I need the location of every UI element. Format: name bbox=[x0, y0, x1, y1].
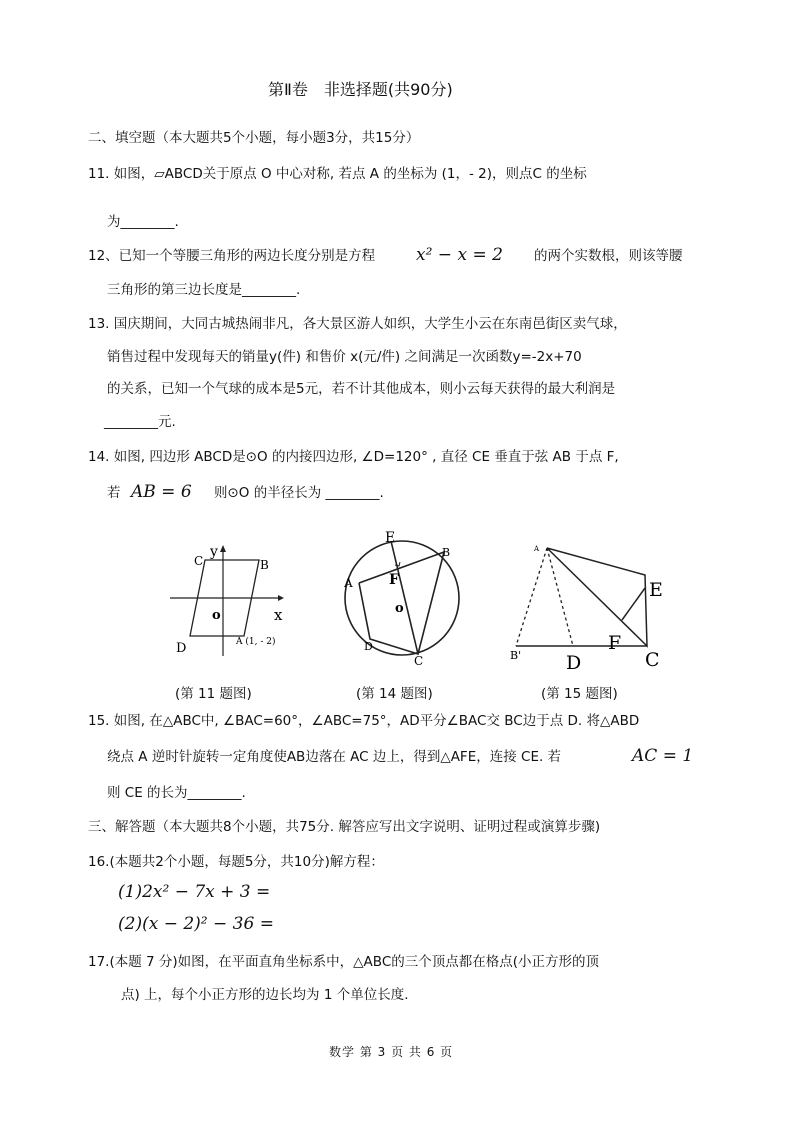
question-13-line-3: 的关系，已知一个气球的成本是5元，若不计其他成本，则小云每天获得的最大利润是 bbox=[107, 381, 616, 397]
triangle-afe bbox=[547, 548, 647, 646]
label-b: B bbox=[442, 546, 451, 559]
question-13-line-4: ________元. bbox=[104, 414, 176, 430]
question-12-line-1b: 的两个实数根，则该等腰 bbox=[534, 248, 683, 264]
label-c: C bbox=[414, 654, 424, 668]
label-c: C bbox=[194, 554, 204, 568]
question-17-line-2: 点) 上，每个小正方形的边长均为 1 个单位长度. bbox=[121, 987, 409, 1003]
section-3-heading: 三、解答题（本大题共8个小题，共75分. 解答应写出文字说明、证明过程或演算步骤) bbox=[88, 819, 601, 835]
label-f: F bbox=[608, 632, 622, 654]
dashed-ad bbox=[547, 548, 573, 646]
page-footer: 数学 第 3 页 共 6 页 bbox=[329, 1045, 454, 1059]
question-15-line-2a: 绕点 A 逆时针旋转一定角度使AB边落在 AC 边上，得到△AFE，连接 CE. 若 bbox=[107, 749, 562, 765]
label-a: A bbox=[534, 545, 540, 553]
label-a: A (1, - 2) bbox=[236, 637, 276, 647]
question-16-equation-1: (1)2x² − 7x + 3 = bbox=[118, 882, 271, 902]
question-11-line-1: 11. 如图，▱ABCD关于原点 O 中心对称, 若点 A 的坐标为 (1，- 2)，则点C 的坐标 bbox=[88, 166, 587, 182]
question-14-line-2b: 则⊙O 的半径长为 ________. bbox=[214, 485, 384, 501]
question-12-equation: x² − x = 2 bbox=[416, 245, 503, 265]
dashed-ab-prime bbox=[516, 548, 547, 646]
question-15-line-3: 则 CE 的长为________. bbox=[107, 785, 246, 801]
question-11-line-2: 为________. bbox=[107, 214, 179, 230]
label-y: y bbox=[210, 544, 218, 560]
label-c: C bbox=[645, 649, 660, 671]
figure-15-caption: (第 15 题图) bbox=[541, 686, 618, 702]
figure-14-caption: (第 14 题图) bbox=[356, 686, 433, 702]
label-b-prime: B' bbox=[510, 649, 522, 662]
section-2-heading: 二、填空题（本大题共5个小题，每小题3分，共15分） bbox=[88, 130, 420, 146]
label-d: D bbox=[566, 652, 582, 674]
label-f: F bbox=[389, 572, 399, 588]
figure-14 bbox=[336, 528, 466, 670]
label-d: D bbox=[364, 640, 373, 653]
figure-11-caption: (第 11 题图) bbox=[175, 686, 252, 702]
figure-15 bbox=[505, 538, 675, 674]
label-b: B bbox=[260, 558, 269, 572]
label-e: E bbox=[649, 579, 663, 601]
label-o: o bbox=[212, 608, 221, 623]
y-axis-arrow-icon bbox=[220, 545, 226, 552]
figure-11 bbox=[160, 538, 300, 660]
page-title: 第Ⅱ卷 非选择题(共90分) bbox=[268, 80, 453, 99]
question-13-line-1: 13. 国庆期间，大同古城热闹非凡，各大景区游人如织，大学生小云在东南邑街区卖气球， bbox=[88, 316, 627, 332]
question-15-line-1: 15. 如图, 在△ABC中, ∠BAC=60°，∠ABC=75°，AD平分∠BAC交 BC边于点 D. 将△ABD bbox=[88, 713, 640, 729]
x-axis-arrow-icon bbox=[278, 595, 284, 601]
label-e: E bbox=[385, 530, 396, 546]
question-14-equation: AB = 6 bbox=[131, 482, 192, 502]
label-x: x bbox=[274, 606, 283, 624]
question-14-line-1: 14. 如图, 四边形 ABCD是⊙O 的内接四边形, ∠D=120° , 直径 CE 垂直于弦 AB 于点 F, bbox=[88, 449, 619, 465]
question-12-line-2: 三角形的第三边长度是________. bbox=[107, 282, 301, 298]
question-14-line-2a: 若 bbox=[107, 485, 121, 501]
question-13-line-2: 销售过程中发现每天的销量y(件) 和售价 x(元/件) 之间满足一次函数y=-2x+70 bbox=[107, 349, 582, 365]
segment-ef bbox=[622, 588, 645, 620]
label-d: D bbox=[176, 641, 187, 656]
question-16-line-1: 16.(本题共2个小题，每题5分，共10分)解方程： bbox=[88, 854, 384, 870]
question-12-line-1a: 12、已知一个等腰三角形的两边长度分别是方程 bbox=[88, 248, 376, 264]
diameter-ce bbox=[391, 541, 418, 654]
label-o: o bbox=[395, 601, 404, 616]
question-16-equation-2: (2)(x − 2)² − 36 = bbox=[118, 914, 274, 932]
question-15-equation: AC = 1 bbox=[632, 746, 694, 766]
label-a: A bbox=[344, 576, 353, 590]
question-17-line-1: 17.(本题 7 分)如图，在平面直角坐标系中，△ABC的三个顶点都在格点(小正方形的顶 bbox=[88, 954, 600, 970]
